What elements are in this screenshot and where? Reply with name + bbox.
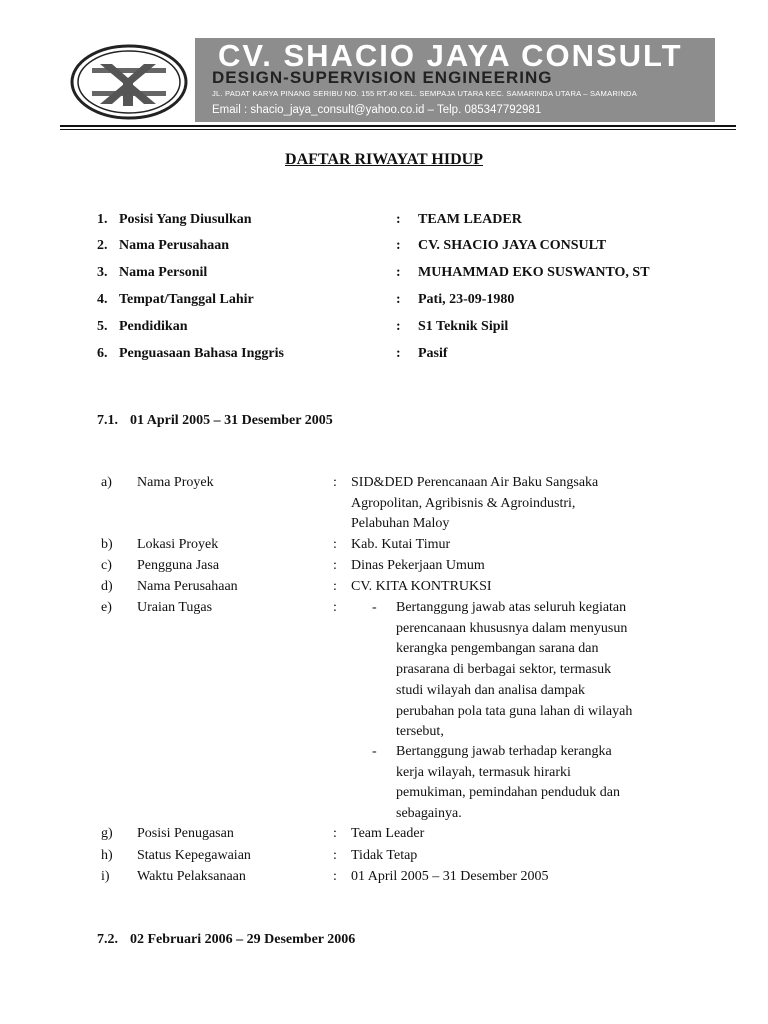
info-label: Posisi Yang Diusulkan xyxy=(119,212,252,227)
item-letter: e) xyxy=(101,600,112,615)
item-colon: : xyxy=(333,558,337,573)
section-heading: 01 April 2005 – 31 Desember 2005 xyxy=(130,413,333,428)
info-colon: : xyxy=(396,265,401,280)
item-label: Nama Perusahaan xyxy=(137,579,238,594)
item-label: Status Kepegawaian xyxy=(137,848,251,863)
item-colon: : xyxy=(333,579,337,594)
task-description: Bertanggung jawab terhadap kerangka kerja wilayah, termasuk hirarki pemukiman, pemindahan penduduk dan sebagainya. xyxy=(396,744,620,822)
info-value: CV. SHACIO JAYA CONSULT xyxy=(418,238,607,253)
item-colon: : xyxy=(333,869,337,884)
item-value: Dinas Pekerjaan Umum xyxy=(351,558,485,573)
info-value: Pasif xyxy=(418,346,448,361)
info-label: Penguasaan Bahasa Inggris xyxy=(119,346,284,361)
task-dash: - xyxy=(372,600,377,615)
item-letter: d) xyxy=(101,579,113,594)
item-letter: h) xyxy=(101,848,113,863)
item-label: Uraian Tugas xyxy=(137,600,213,615)
task-description: Bertanggung jawab atas seluruh kegiatan perencanaan khususnya dalam menyusun kerangka pengembangan sarana dan prasarana di berbagai sektor, termasuk studi wilayah dan analisa dampak perubahan pola tata guna lahan di wilayah tersebut, xyxy=(396,600,633,740)
document-title: DAFTAR RIWAYAT HIDUP xyxy=(285,151,483,168)
item-letter: b) xyxy=(101,537,113,552)
item-label: Pengguna Jasa xyxy=(137,558,220,573)
item-value: 01 April 2005 – 31 Desember 2005 xyxy=(351,869,549,884)
section-heading: 02 Februari 2006 – 29 Desember 2006 xyxy=(130,932,356,947)
item-letter: i) xyxy=(101,869,110,884)
info-value: MUHAMMAD EKO SUSWANTO, ST xyxy=(418,265,650,280)
company-contact: Email : shacio_jaya_consult@yahoo.co.id – Telp. 085347792981 xyxy=(212,104,542,116)
item-colon: : xyxy=(333,826,337,841)
header-rule-thin xyxy=(60,129,736,130)
item-colon: : xyxy=(333,600,337,615)
info-value: TEAM LEADER xyxy=(418,212,522,227)
item-value: Team Leader xyxy=(351,826,425,841)
company-logo-icon xyxy=(70,44,188,120)
info-colon: : xyxy=(396,212,401,227)
info-number: 6. xyxy=(97,346,108,361)
info-colon: : xyxy=(396,238,401,253)
item-label: Waktu Pelaksanaan xyxy=(137,869,246,884)
item-colon: : xyxy=(333,475,337,490)
item-letter: c) xyxy=(101,558,112,573)
company-subtitle: DESIGN-SUPERVISION ENGINEERING xyxy=(212,68,553,87)
item-value: CV. KITA KONTRUKSI xyxy=(351,579,492,594)
section-number: 7.2. xyxy=(97,932,118,947)
company-name: CV. SHACIO JAYA CONSULT xyxy=(218,38,683,73)
item-label: Posisi Penugasan xyxy=(137,826,234,841)
section-number: 7.1. xyxy=(97,413,118,428)
item-value: Tidak Tetap xyxy=(351,848,418,863)
info-value: Pati, 23-09-1980 xyxy=(418,292,515,307)
info-number: 4. xyxy=(97,292,108,307)
info-number: 5. xyxy=(97,319,108,334)
info-label: Nama Perusahaan xyxy=(119,238,230,253)
info-colon: : xyxy=(396,319,401,334)
item-colon: : xyxy=(333,537,337,552)
header-rule xyxy=(60,125,736,127)
item-colon: : xyxy=(333,848,337,863)
info-label: Nama Personil xyxy=(119,265,208,280)
item-label: Lokasi Proyek xyxy=(137,537,219,552)
info-label: Pendidikan xyxy=(119,319,188,334)
info-number: 1. xyxy=(97,212,108,227)
info-label: Tempat/Tanggal Lahir xyxy=(119,292,254,307)
company-address: JL. PADAT KARYA PINANG SERIBU NO. 155 RT.40 KEL. SEMPAJA UTARA KEC. SAMARINDA UTARA – SAMARINDA xyxy=(212,89,637,98)
info-colon: : xyxy=(396,292,401,307)
item-label: Nama Proyek xyxy=(137,475,214,490)
task-dash: - xyxy=(372,744,377,759)
project-name: SID&DED Perencanaan Air Baku Sangsaka Agropolitan, Agribisnis & Agroindustri, Pelabuhan Maloy xyxy=(351,475,599,532)
info-value: S1 Teknik Sipil xyxy=(418,319,509,334)
item-value: Kab. Kutai Timur xyxy=(351,537,451,552)
info-colon: : xyxy=(396,346,401,361)
item-letter: a) xyxy=(101,475,112,490)
info-number: 2. xyxy=(97,238,108,253)
item-letter: g) xyxy=(101,826,113,841)
info-number: 3. xyxy=(97,265,108,280)
